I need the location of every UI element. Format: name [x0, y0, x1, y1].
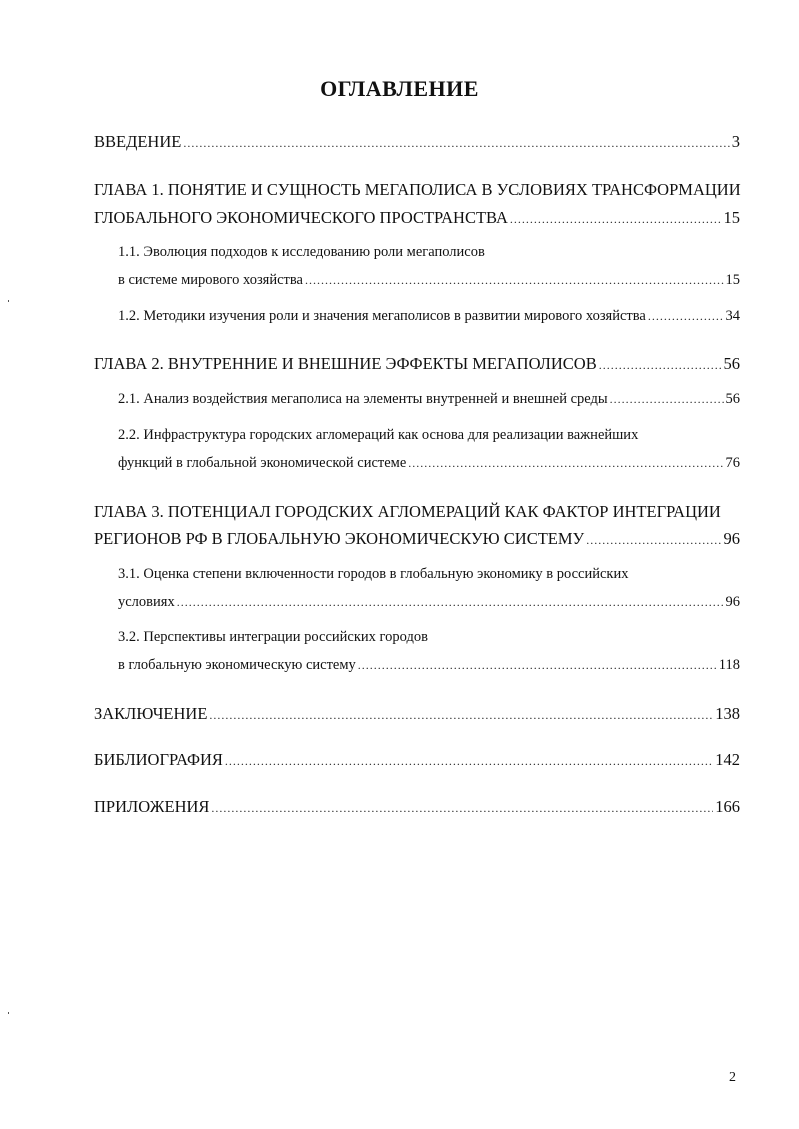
toc-entry-ch3[interactable] — [94, 529, 740, 549]
toc-page-number: 118 — [718, 657, 740, 673]
page-number: 2 — [729, 1070, 736, 1085]
leader-dots — [610, 392, 724, 407]
toc-entry-text: условиях — [118, 594, 175, 610]
leader-dots — [177, 595, 724, 610]
toc-entry-text: функций в глобальной экономической системе — [118, 455, 407, 471]
toc-entry-s32[interactable] — [118, 657, 740, 674]
scan-speck — [8, 1012, 9, 1014]
toc-entry-s32-line1[interactable]: 3.2. Перспективы интеграции российских городов — [118, 629, 428, 645]
toc-page-number: 76 — [725, 455, 740, 471]
toc-entry-text: 2.1. Анализ воздействия мегаполиса на элементы внутренней и внешней среды — [118, 391, 608, 407]
toc-entry-text: 1.2. Методики изучения роли и значения мегаполисов в развитии мирового хозяйства — [118, 308, 646, 324]
toc-entry-s11[interactable] — [118, 272, 740, 289]
toc-entry-text: ГЛОБАЛЬНОГО ЭКОНОМИЧЕСКОГО ПРОСТРАНСТВА — [94, 208, 508, 227]
toc-entry-s22[interactable] — [118, 455, 740, 472]
leader-dots — [586, 533, 721, 548]
toc-entry-text: в системе мирового хозяйства — [118, 272, 303, 288]
toc-entry-text: ЗАКЛЮЧЕНИЕ — [94, 704, 208, 723]
toc-entry-ch1-line1[interactable]: ГЛАВА 1. ПОНЯТИЕ И СУЩНОСТЬ МЕГАПОЛИСА В УСЛОВИЯХ ТРАНСФОРМАЦИИ — [94, 180, 741, 199]
toc-page-number: 142 — [715, 750, 740, 769]
toc-entry-conclusion[interactable] — [94, 704, 740, 724]
toc-entry-ch2[interactable] — [94, 354, 740, 374]
leader-dots — [599, 358, 722, 373]
toc-entry-text: РЕГИОНОВ РФ В ГЛОБАЛЬНУЮ ЭКОНОМИЧЕСКУЮ СИСТЕМУ — [94, 529, 585, 548]
toc-page-number: 56 — [723, 354, 740, 373]
toc-entry-s31-line1[interactable]: 3.1. Оценка степени включенности городов в глобальную экономику в российских — [118, 566, 629, 582]
toc-entry-text: ВВЕДЕНИЕ — [94, 132, 182, 151]
toc-page-number: 15 — [725, 272, 740, 288]
leader-dots — [510, 212, 722, 227]
toc-page-number: 34 — [725, 308, 740, 324]
toc-entry-text: в глобальную экономическую систему — [118, 657, 356, 673]
leader-dots — [408, 456, 723, 471]
toc-entry-text: БИБЛИОГРАФИЯ — [94, 750, 223, 769]
leader-dots — [225, 754, 713, 769]
toc-entry-text: ГЛАВА 2. ВНУТРЕННИЕ И ВНЕШНИЕ ЭФФЕКТЫ МЕГАПОЛИСОВ — [94, 354, 597, 373]
toc-entry-bibliography[interactable] — [94, 750, 740, 770]
leader-dots — [358, 658, 717, 673]
leader-dots — [211, 801, 713, 816]
toc-page-number: 138 — [715, 704, 740, 723]
toc-entry-s22-line1[interactable]: 2.2. Инфраструктура городских агломераций как основа для реализации важнейших — [118, 427, 639, 443]
toc-page-number: 96 — [723, 529, 740, 548]
toc-page-number: 166 — [715, 797, 740, 816]
toc-page-number: 96 — [725, 594, 740, 610]
toc-entry-text: ПРИЛОЖЕНИЯ — [94, 797, 210, 816]
toc-entry-s12[interactable] — [118, 308, 740, 325]
toc-entry-s21[interactable] — [118, 391, 740, 408]
toc-entry-s31[interactable] — [118, 594, 740, 611]
toc-entry-s11-line1[interactable]: 1.1. Эволюция подходов к исследованию роли мегаполисов — [118, 244, 485, 260]
leader-dots — [209, 708, 713, 723]
toc-entry-ch3-line1[interactable]: ГЛАВА 3. ПОТЕНЦИАЛ ГОРОДСКИХ АГЛОМЕРАЦИЙ КАК ФАКТОР ИНТЕГРАЦИИ — [94, 502, 721, 521]
scan-speck — [8, 300, 9, 302]
toc-entry-appendices[interactable] — [94, 797, 740, 817]
toc-entry-intro[interactable] — [94, 132, 740, 152]
leader-dots — [183, 136, 729, 151]
toc-title: ОГЛАВЛЕНИЕ — [320, 76, 479, 101]
toc-entry-ch1[interactable] — [94, 208, 740, 228]
toc-page-number: 56 — [725, 391, 740, 407]
leader-dots — [305, 273, 724, 288]
toc-page-number: 15 — [723, 208, 740, 227]
leader-dots — [648, 309, 724, 324]
toc-page-number: 3 — [731, 132, 740, 151]
